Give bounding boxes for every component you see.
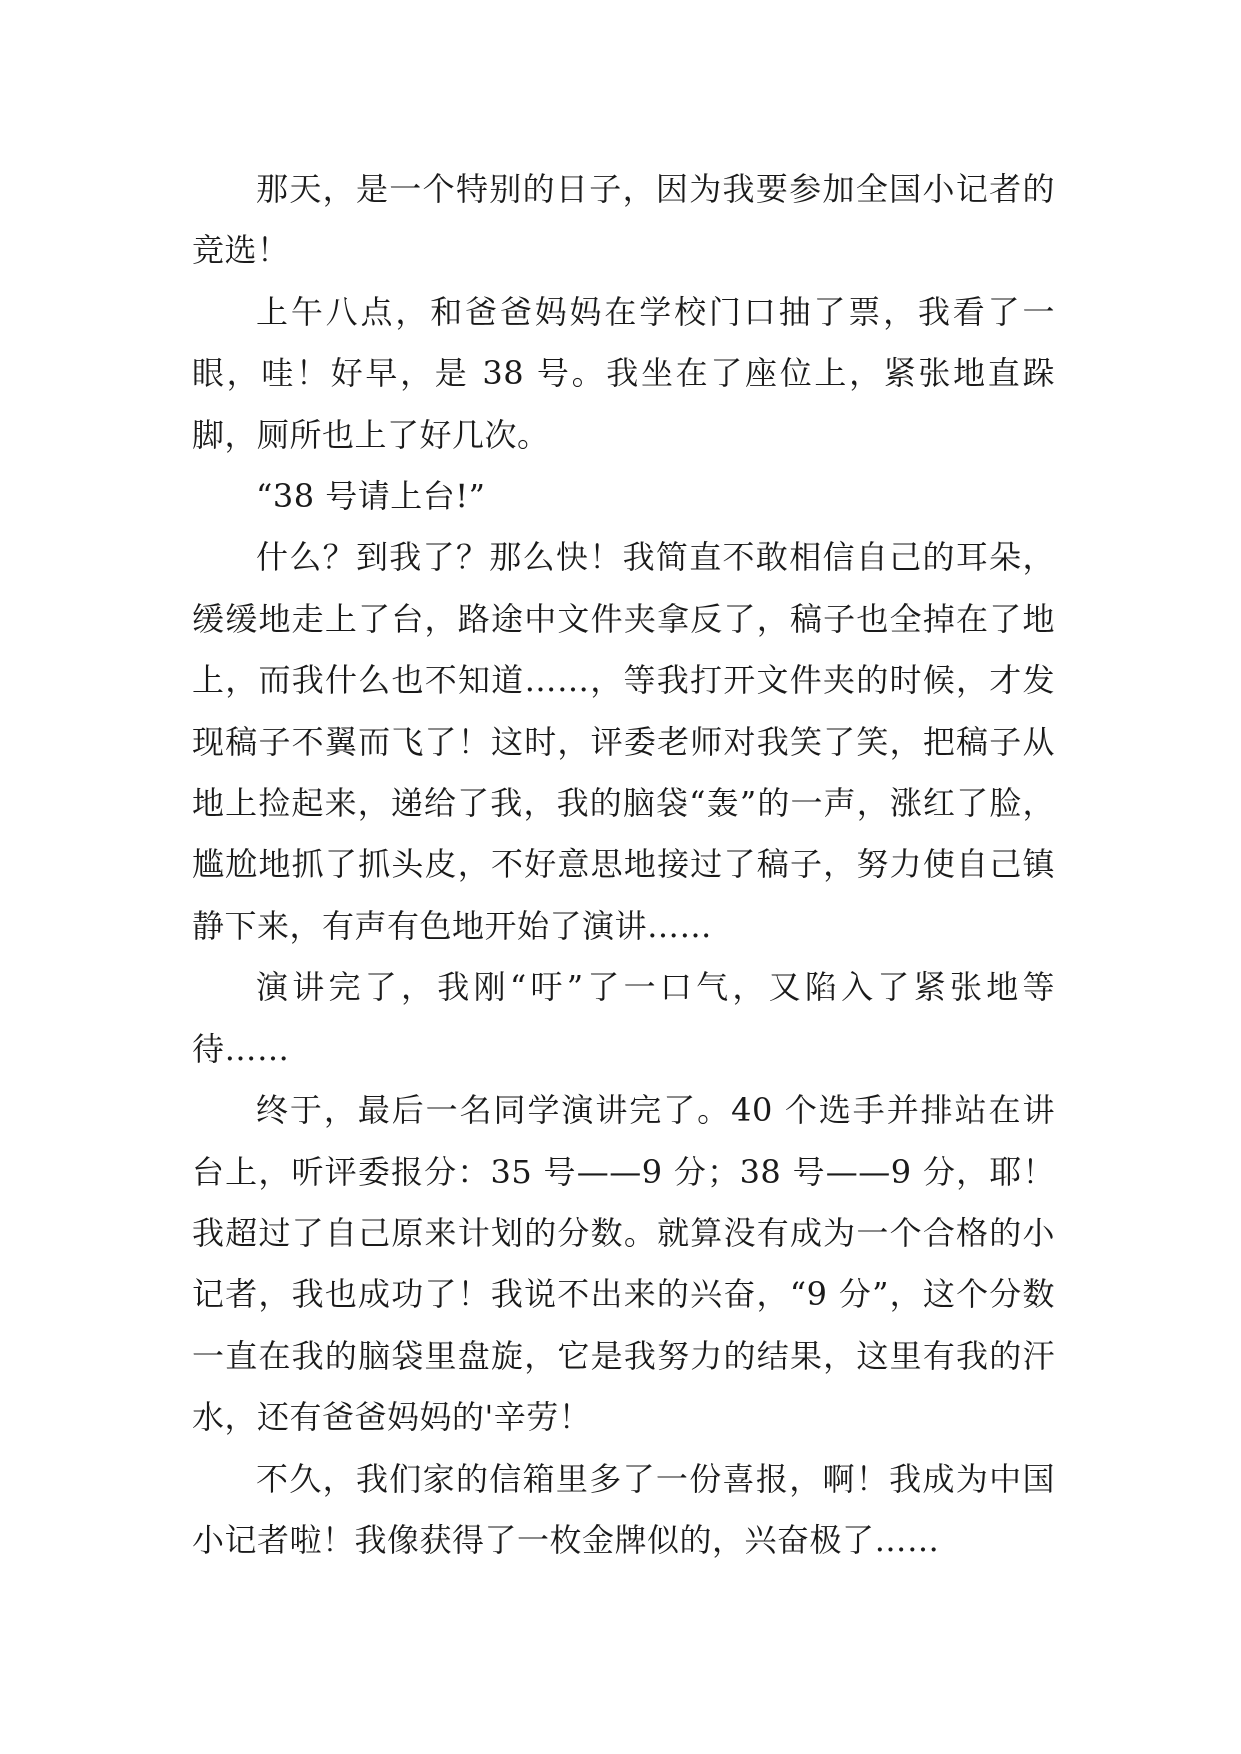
paragraph: 不久，我们家的信箱里多了一份喜报，啊！我成为中国小记者啦！我像获得了一枚金牌似的，兴奋极了…… [192,1459,1055,1559]
paragraph: 什么？到我了？那么快！我简直不敢相信自己的耳朵，缓缓地走上了台，路途中文件夹拿反了，稿子也全掉在了地上，而我什么也不知道……，等我打开文件夹的时候，才发现稿子不翼而飞了！这时，评委老师对我笑了笑，把稿子从地上捡起来，递给了我，我的脑袋“轰”的一声，涨红了脸，尴尬地抓了抓头皮，不好意思地接过了稿子，努力使自己镇静下来，有声有色地开始了演讲…… [192,538,1055,945]
paragraph: 演讲完了，我刚“吁”了一口气，又陷入了紧张地等待…… [192,968,1055,1068]
paragraph: “38 号请上台!” [256,477,486,516]
paragraph: 终于，最后一名同学演讲完了。40 个选手并排站在讲台上，听评委报分：35 号——9 分；38 号——9 分，耶！我超过了自己原来计划的分数。就算没有成为一个合格的小记者，我也成功了！我说不出来的兴奋，“9 分”，这个分数一直在我的脑袋里盘旋，它是我努力的结果，这里有我的汗水，还有爸爸妈妈的'辛劳！ [192,1091,1055,1437]
paragraph: 上午八点，和爸爸妈妈在学校门口抽了票，我看了一眼，哇！好早，是 38 号。我坐在了座位上，紧张地直跺脚，厕所也上了好几次。 [192,292,1055,454]
paragraph: 那天，是一个特别的日子，因为我要参加全国小记者的竞选！ [192,170,1055,270]
document-body [192,159,1055,1571]
